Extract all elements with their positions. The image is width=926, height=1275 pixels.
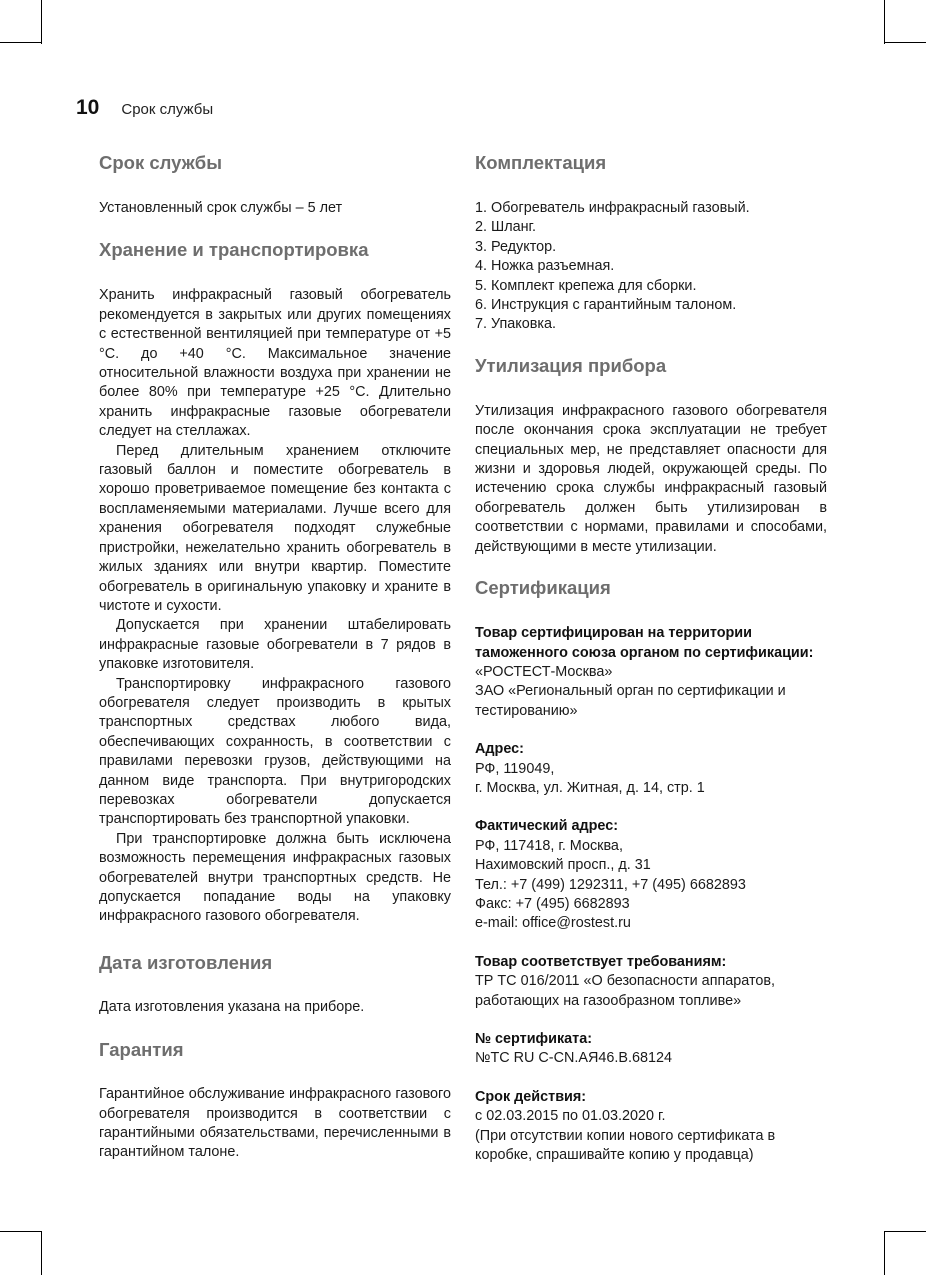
crop-mark bbox=[0, 42, 42, 43]
validity-line: с 02.03.2015 по 01.03.2020 г. bbox=[475, 1108, 666, 1125]
warranty-text: Гарантийное обслуживание инфракрасного газового обогревателя производится в соответствии с гарантийными обязательствами, перечисленными в гарантийном талоне. bbox=[99, 1086, 451, 1161]
page-number: 10 bbox=[76, 96, 100, 119]
section-title: Сертификация bbox=[475, 577, 611, 599]
left-column bbox=[99, 146, 451, 1163]
running-title: Срок службы bbox=[121, 101, 214, 118]
validity-heading: Срок действия: bbox=[475, 1088, 587, 1105]
section-title: Комплектация bbox=[475, 152, 607, 173]
storage-paragraph: Хранить инфракрасный газовый обогреватель рекомендуется в закрытых или других помещениях с естественной вентиляцией при температуре от +5 °С. до +40 °С. Максимальное значение относительной влажности воздуха при хранении не более 80% при температуре +25 °С. Длительно хранить инфракрасные газовые обогреватели следует на стеллажах. bbox=[99, 287, 451, 440]
section-storage bbox=[99, 233, 451, 926]
storage-paragraph: Допускается при хранении штабелировать инфракрасные газовые обогреватели в 7 рядов в упаковке изготовителя. bbox=[99, 617, 451, 673]
section-certification bbox=[475, 571, 827, 1165]
section-title: Дата изготовления bbox=[99, 951, 273, 973]
list-item: 2. Шланг. bbox=[475, 219, 537, 236]
list-item: 6. Инструкция с гарантийным талоном. bbox=[475, 297, 737, 314]
actual-address-line: РФ, 117418, г. Москва, bbox=[475, 837, 623, 854]
storage-paragraph: Транспортировку инфракрасного газового обогревателя следует производить в крытых транспортных средствах любого вида, обеспечивающих сохранность, в соответствии с правилами перевозки грузов, действующими на данном виде транспорта. При внутригородских перевозках обогреватели допускается транспортировать без транспортной упаковки. bbox=[99, 675, 451, 828]
storage-paragraph: Перед длительным хранением отключите газовый баллон и поместите обогреватель в хорошо проветриваемое помещение без контакта с воспламеняемыми материалами. Лучше всего для хранения обогревателя подходят служебные пристройки, нежелательно хранить обогреватель в жилых зданиях или внутри квартир. Поместите обогреватель в оригинальную упаковку и храните в чистоте и сухости. bbox=[99, 442, 451, 614]
validity-line: (При отсутствии копии нового сертификата в коробке, спрашивайте копию у продавца) bbox=[475, 1127, 776, 1164]
section-title: Утилизация прибора bbox=[475, 354, 667, 376]
requirements-heading: Товар соответствует требованиям: bbox=[475, 953, 727, 970]
crop-mark bbox=[884, 1231, 926, 1232]
section-disposal bbox=[475, 349, 827, 557]
storage-paragraph: При транспортировке должна быть исключена возможность перемещения инфракрасных газовых обогревателей внутри транспортных средств. Не допускается попадание воды на упаковку инфракрасного газового обогревателя. bbox=[99, 830, 451, 925]
actual-address-heading: Фактический адрес: bbox=[475, 818, 618, 835]
address-heading: Адрес: bbox=[475, 741, 524, 758]
crop-mark bbox=[884, 1231, 885, 1275]
section-warranty bbox=[99, 1033, 451, 1163]
list-item: 5. Комплект крепежа для сборки. bbox=[475, 277, 697, 294]
phone-line: Тел.: +7 (499) 1292311, +7 (495) 6682893 bbox=[475, 876, 746, 893]
list-item: 7. Упаковка. bbox=[475, 316, 557, 333]
crop-mark bbox=[884, 42, 926, 43]
cert-number: №TC RU C-CN.АЯ46.В.68124 bbox=[475, 1050, 672, 1067]
package-list bbox=[475, 199, 827, 335]
actual-address-line: Нахимовский просп., д. 31 bbox=[475, 857, 651, 874]
address-line: г. Москва, ул. Житная, д. 14, стр. 1 bbox=[475, 779, 705, 796]
section-title: Срок службы bbox=[99, 152, 223, 173]
list-item: 1. Обогреватель инфракрасный газовый. bbox=[475, 200, 750, 216]
email-line: e-mail: office@rostest.ru bbox=[475, 915, 631, 932]
list-item: 3. Редуктор. bbox=[475, 238, 557, 255]
address-line: РФ, 119049, bbox=[475, 760, 555, 777]
section-manufacture-date bbox=[99, 946, 451, 1017]
crop-mark bbox=[41, 0, 42, 44]
cert-number-heading: № сертификата: bbox=[475, 1031, 593, 1047]
disposal-text: Утилизация инфракрасного газового обогревателя после окончания срока эксплуатации не требует специальных мер, не представляет опасности для жизни и здоровья людей, окружающей среды. По истечению срока службы инфракрасный газовый обогреватель должен быть утилизирован в соответствии с нормами, правилами и способами, действующими в месте утилизации. bbox=[475, 402, 827, 555]
section-package bbox=[475, 146, 827, 335]
list-item: 4. Ножка разъемная. bbox=[475, 258, 615, 275]
crop-mark bbox=[0, 1231, 42, 1232]
section-service-life bbox=[99, 146, 451, 218]
manufacture-date-text: Дата изготовления указана на приборе. bbox=[99, 998, 365, 1015]
certified-line: «РОСТЕСТ-Москва» bbox=[475, 663, 613, 680]
right-column bbox=[475, 146, 827, 1165]
requirements-text: ТР ТС 016/2011 «О безопасности аппаратов, работающих на газообразном топливе» bbox=[475, 973, 776, 1009]
section-title: Гарантия bbox=[99, 1039, 184, 1061]
page-header bbox=[76, 96, 213, 120]
crop-mark bbox=[41, 1231, 42, 1275]
service-life-text: Установленный срок службы – 5 лет bbox=[99, 200, 343, 216]
fax-line: Факс: +7 (495) 6682893 bbox=[475, 895, 630, 912]
certified-line: ЗАО «Региональный орган по сертификации и тестированию» bbox=[475, 683, 786, 719]
section-title: Хранение и транспортировка bbox=[99, 239, 369, 261]
certified-heading: Товар сертифицирован на территории таможенного союза органом по сертификации: bbox=[475, 625, 814, 661]
crop-mark bbox=[884, 0, 885, 44]
